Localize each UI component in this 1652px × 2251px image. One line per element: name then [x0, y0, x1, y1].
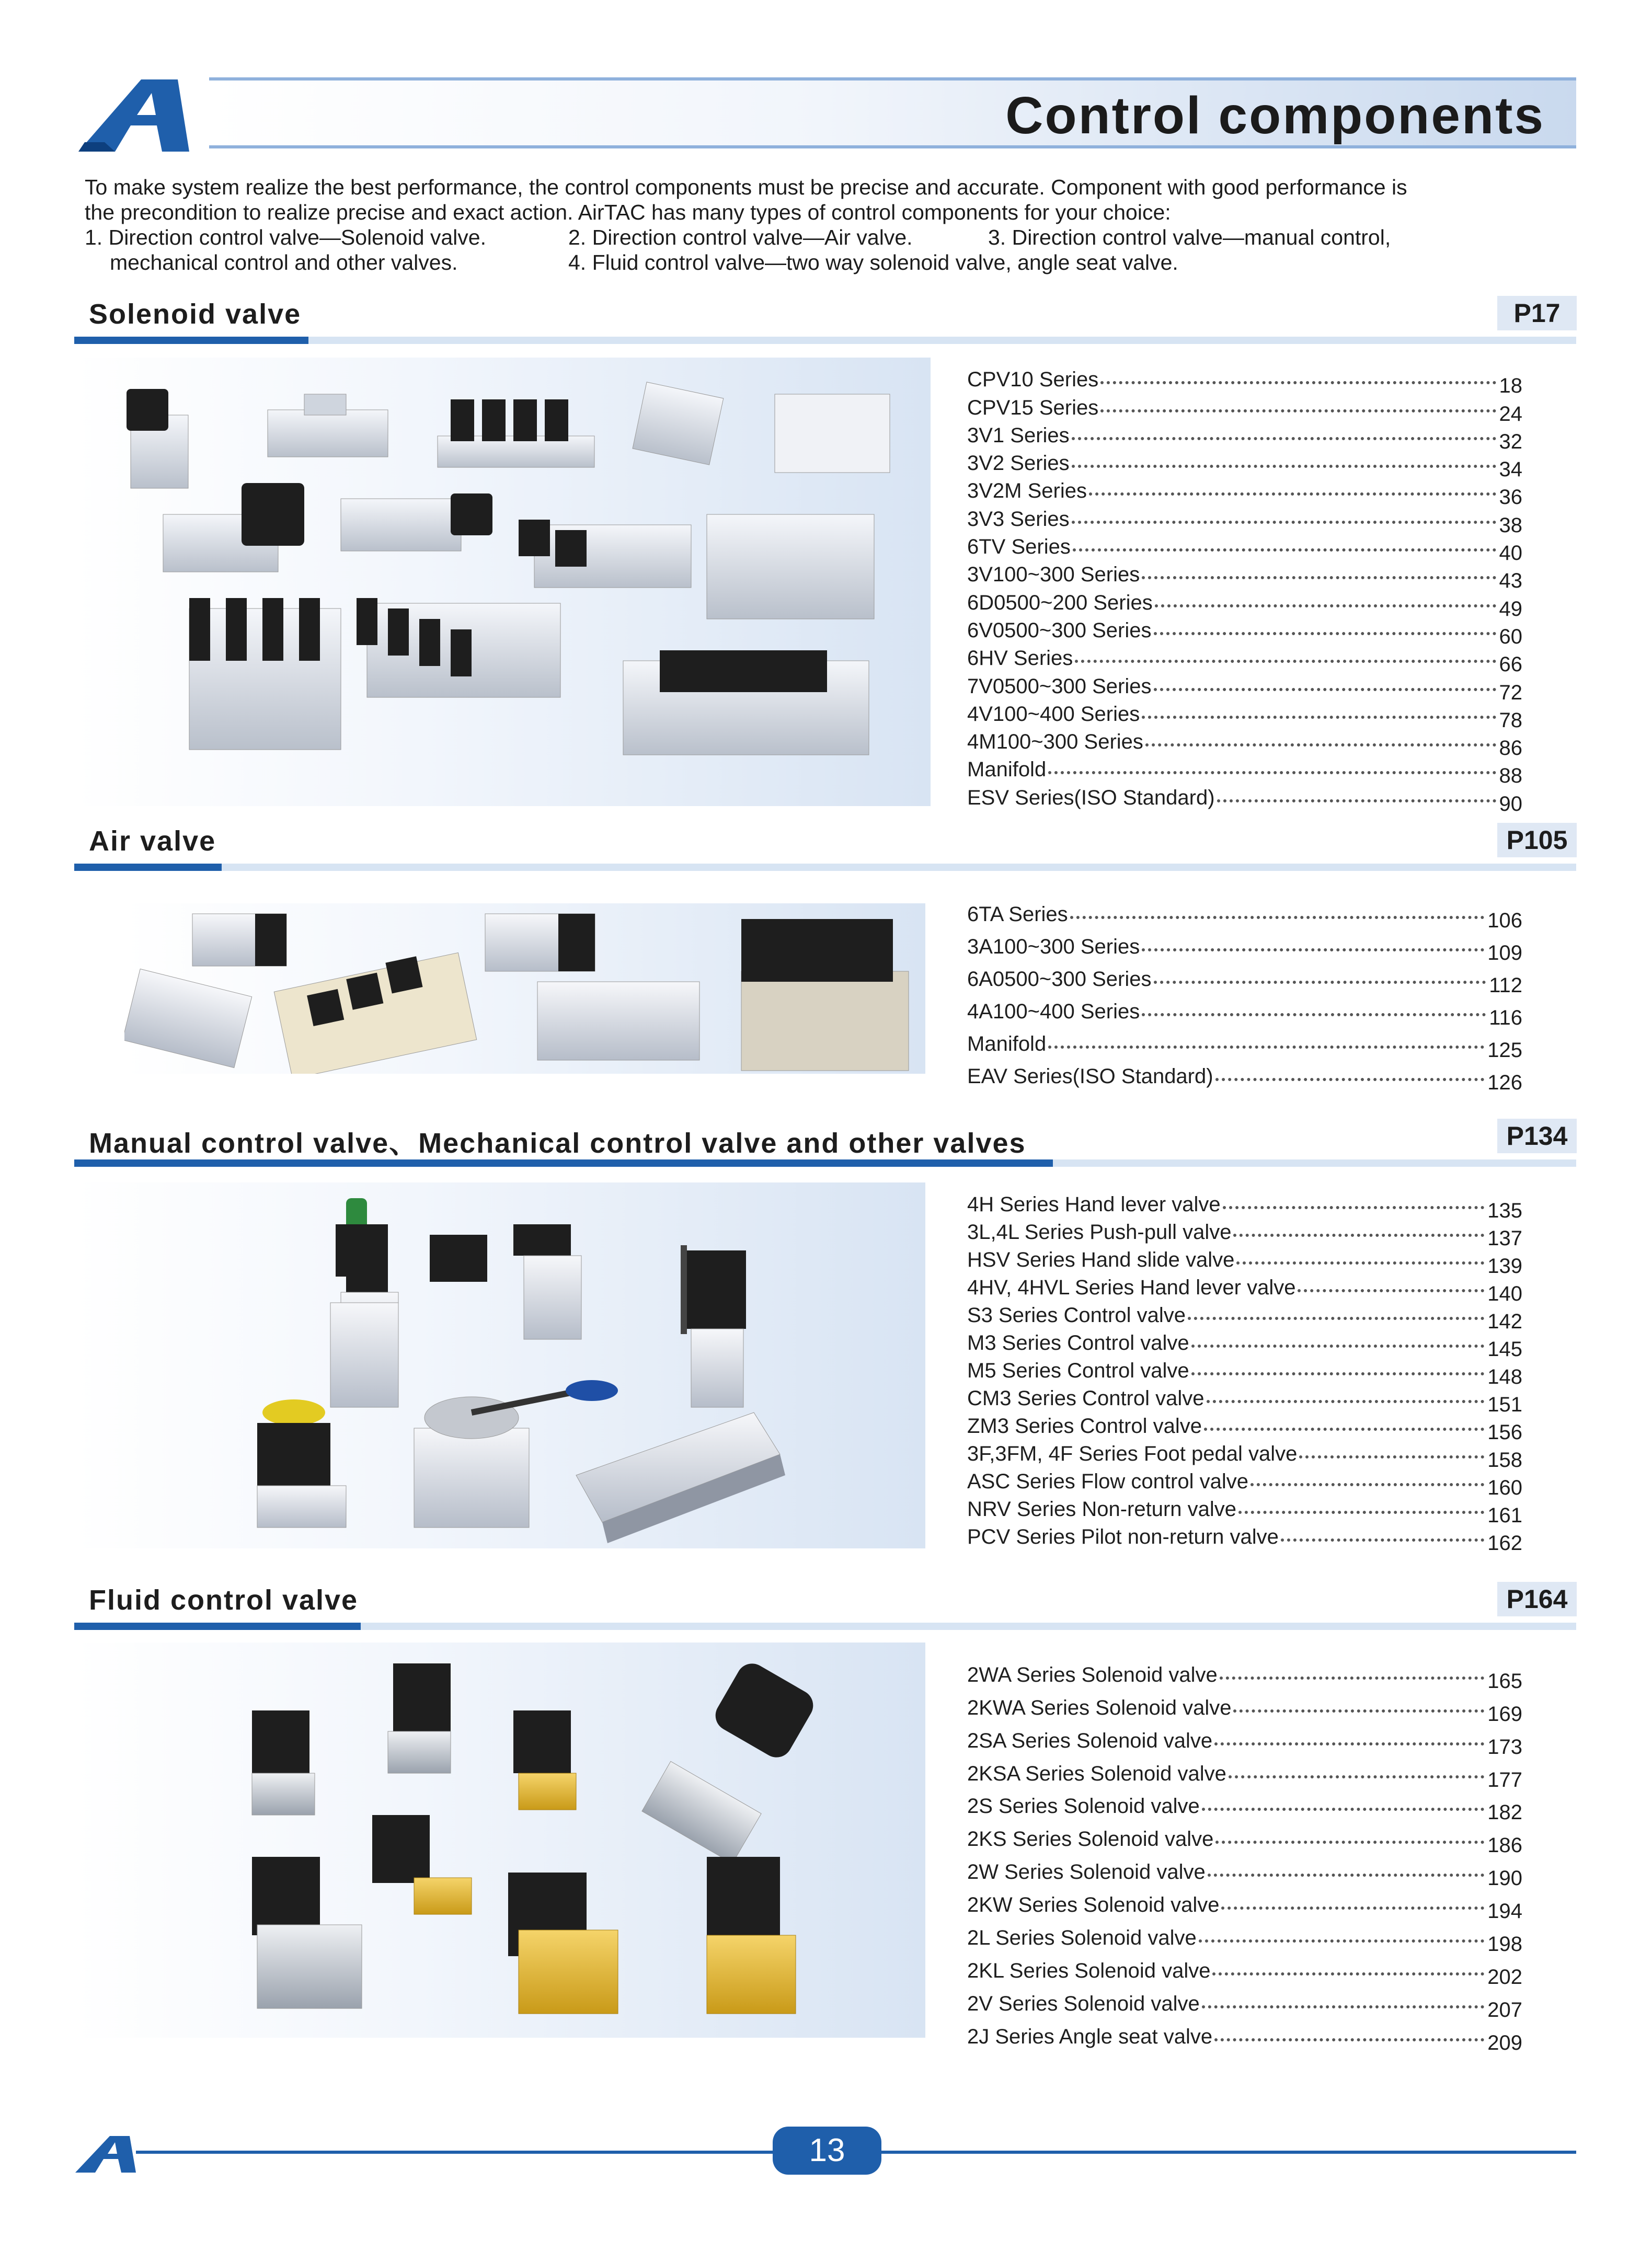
toc-item[interactable]: 3A100~300 Series 109	[967, 935, 1522, 964]
intro-line-2: the precondition to realize precise and exact action. AirTAC has many types of control components for your choice:	[85, 200, 1171, 224]
toc-item[interactable]: 2J Series Angle seat valve 209	[967, 2025, 1522, 2054]
toc-item[interactable]: 4V100~400 Series 78	[967, 702, 1522, 732]
section-page-air: P105	[1497, 823, 1577, 857]
airtac-logo-small-icon	[73, 2133, 146, 2175]
page-title: Control components	[1005, 86, 1545, 145]
toc-item[interactable]: 2KSA Series Solenoid valve 177	[967, 1762, 1522, 1791]
toc-item[interactable]: EAV Series(ISO Standard) 126	[967, 1065, 1522, 1094]
toc-item[interactable]: 2S Series Solenoid valve 182	[967, 1795, 1522, 1824]
toc-item[interactable]: 2KWA Series Solenoid valve 169	[967, 1696, 1522, 1726]
toc-item[interactable]: 7V0500~300 Series 72	[967, 674, 1522, 704]
toc-item[interactable]: M3 Series Control valve 145	[967, 1331, 1522, 1361]
toc-item[interactable]: 2KL Series Solenoid valve 202	[967, 1959, 1522, 1989]
toc-item[interactable]: ZM3 Series Control valve 156	[967, 1415, 1522, 1444]
toc-item[interactable]: S3 Series Control valve 142	[967, 1304, 1522, 1333]
toc-item[interactable]: NRV Series Non-return valve 161	[967, 1498, 1522, 1527]
toc-item[interactable]: 3V100~300 Series 43	[967, 563, 1522, 593]
section-title-air: Air valve	[89, 825, 216, 857]
product-image-panel	[124, 903, 925, 1074]
toc-item[interactable]: 6HV Series 66	[967, 647, 1522, 676]
section-divider-accent	[74, 1159, 1053, 1167]
intro-text	[85, 175, 1585, 275]
toc-item[interactable]: 2L Series Solenoid valve 198	[967, 1926, 1522, 1956]
toc-list-air	[967, 894, 1522, 1094]
toc-item[interactable]: 6TA Series 106	[967, 903, 1522, 932]
product-image-panel	[74, 358, 931, 806]
toc-item[interactable]: Manifold 125	[967, 1032, 1522, 1062]
toc-item[interactable]: 2SA Series Solenoid valve 173	[967, 1729, 1522, 1759]
section-title-manual: Manual control valve、Mechanical control valve and other valves	[89, 1128, 1026, 1159]
toc-item[interactable]: M5 Series Control valve 148	[967, 1359, 1522, 1388]
air-valves-illustration	[124, 903, 925, 1074]
manual-valves-illustration	[74, 1182, 925, 1548]
airtac-logo-icon	[73, 73, 209, 157]
section-page-manual: P134	[1497, 1119, 1577, 1153]
intro-line-4	[85, 250, 1585, 275]
section-title-fluid: Fluid control valve	[89, 1584, 359, 1616]
section-divider-accent	[74, 1623, 361, 1630]
section-title-solenoid: Solenoid valve	[89, 298, 302, 330]
toc-list-solenoid	[967, 364, 1522, 816]
toc-item[interactable]: 3V3 Series 38	[967, 507, 1522, 537]
toc-item[interactable]: ESV Series(ISO Standard) 90	[967, 786, 1522, 816]
toc-item[interactable]: 4HV, 4HVL Series Hand lever valve 140	[967, 1276, 1522, 1305]
toc-item[interactable]: CM3 Series Control valve 151	[967, 1387, 1522, 1416]
solenoid-valves-illustration	[74, 358, 931, 806]
toc-item[interactable]: 2W Series Solenoid valve 190	[967, 1860, 1522, 1890]
intro-item-3b: mechanical control and other valves.	[110, 250, 458, 274]
toc-item[interactable]: 4M100~300 Series 86	[967, 730, 1522, 760]
toc-item[interactable]: 3V2M Series 36	[967, 479, 1522, 509]
toc-item[interactable]: CPV10 Series 18	[967, 368, 1522, 398]
toc-list-manual	[967, 1189, 1522, 1555]
product-image-panel	[74, 1182, 925, 1548]
page-number: 13	[773, 2127, 881, 2175]
toc-item[interactable]: 4H Series Hand lever valve 135	[967, 1193, 1522, 1222]
toc-item[interactable]: 6A0500~300 Series 112	[967, 968, 1522, 997]
toc-item[interactable]: 3F,3FM, 4F Series Foot pedal valve 158	[967, 1442, 1522, 1472]
toc-item[interactable]: 6TV Series 40	[967, 535, 1522, 565]
intro-item-3: 3. Direction control valve—manual control,	[988, 225, 1391, 249]
intro-item-1: 1. Direction control valve—Solenoid valve.	[85, 225, 486, 249]
intro-item-2: 2. Direction control valve—Air valve.	[568, 225, 913, 249]
toc-item[interactable]: 2KS Series Solenoid valve 186	[967, 1828, 1522, 1857]
section-divider-accent	[74, 337, 308, 344]
product-image-panel	[74, 1643, 925, 2038]
fluid-valves-illustration	[74, 1643, 925, 2038]
toc-item[interactable]: 6D0500~200 Series 49	[967, 591, 1522, 621]
intro-item-4: 4. Fluid control valve—two way solenoid valve, angle seat valve.	[568, 250, 1178, 274]
section-divider	[74, 864, 1576, 871]
section-page-fluid: P164	[1497, 1582, 1577, 1616]
toc-item[interactable]: 2KW Series Solenoid valve 194	[967, 1893, 1522, 1923]
intro-line-1: To make system realize the best performance, the control components must be precise and accurate. Component with good performance is	[85, 175, 1407, 199]
section-page-solenoid: P17	[1497, 296, 1577, 330]
toc-item[interactable]: CPV15 Series 24	[967, 396, 1522, 426]
toc-item[interactable]: 2V Series Solenoid valve 207	[967, 1992, 1522, 2022]
toc-item[interactable]: ASC Series Flow control valve 160	[967, 1470, 1522, 1499]
section-divider-accent	[74, 864, 222, 871]
toc-item[interactable]: 3V2 Series 34	[967, 452, 1522, 481]
toc-item[interactable]: 3L,4L Series Push-pull valve 137	[967, 1221, 1522, 1250]
toc-item[interactable]: 4A100~400 Series 116	[967, 1000, 1522, 1029]
intro-line-3	[85, 225, 1585, 250]
toc-item[interactable]: PCV Series Pilot non-return valve 162	[967, 1525, 1522, 1555]
toc-item[interactable]: HSV Series Hand slide valve 139	[967, 1248, 1522, 1278]
toc-item[interactable]: 6V0500~300 Series 60	[967, 618, 1522, 648]
toc-item[interactable]: 3V1 Series 32	[967, 423, 1522, 453]
toc-list-fluid	[967, 1654, 1522, 2054]
toc-item[interactable]: Manifold 88	[967, 758, 1522, 788]
toc-item[interactable]: 2WA Series Solenoid valve 165	[967, 1663, 1522, 1693]
